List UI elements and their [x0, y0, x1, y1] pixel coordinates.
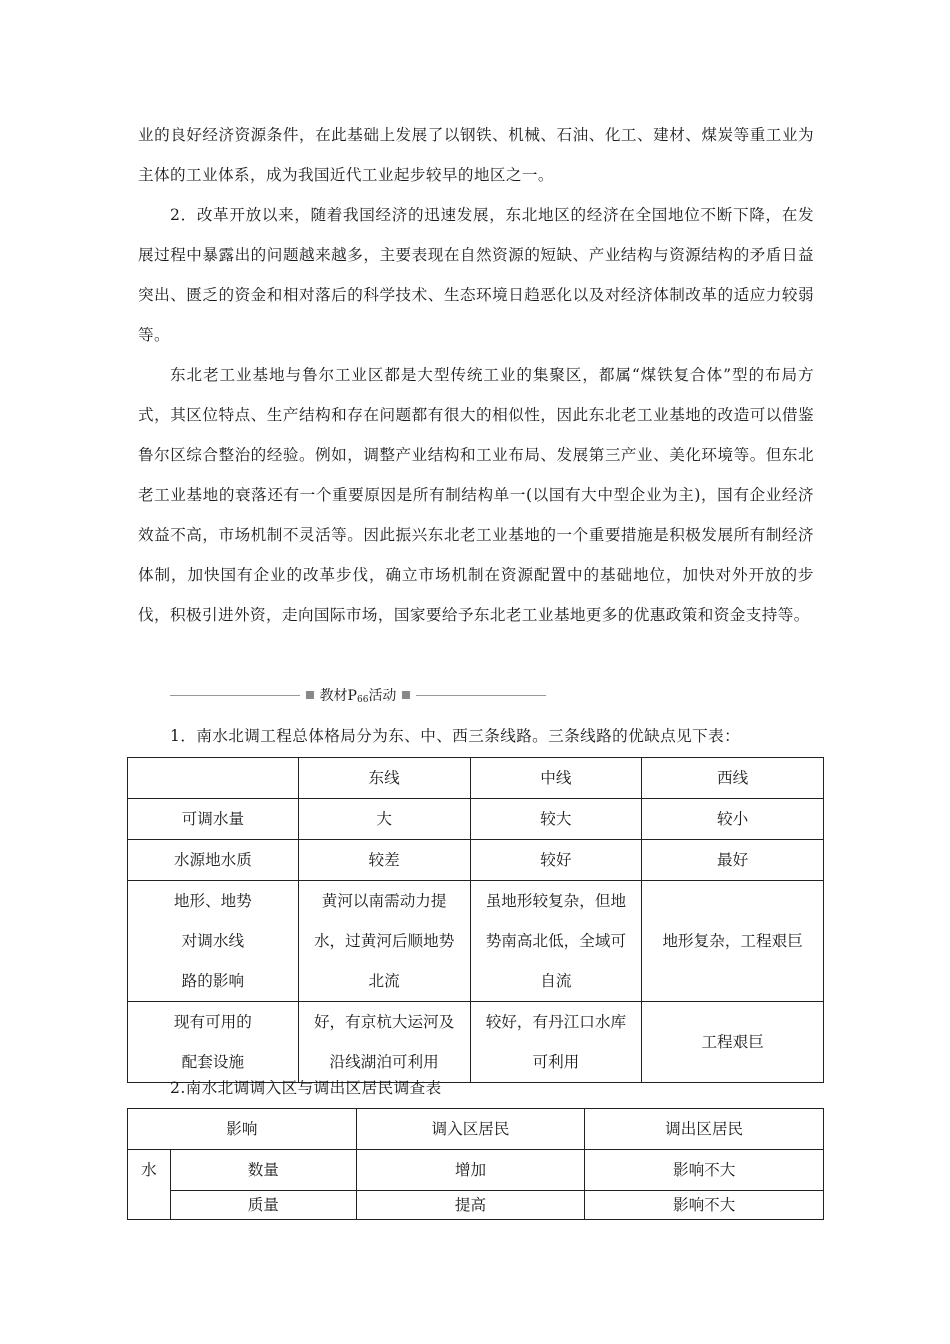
section-title: 教材$P_{66}$活动 — [319, 688, 397, 705]
square-bullet-icon — [402, 691, 410, 699]
row-label — [128, 881, 299, 1002]
table-cell: 黄河以南需动力提水，过黄河后顺地势北流 — [298, 881, 470, 1002]
table-header-cell: 东线 — [298, 758, 470, 799]
table-header-row — [128, 1109, 824, 1150]
table-cell: 虽地形较复杂，但地势南高北低，全域可自流 — [470, 881, 642, 1002]
table-row — [128, 1191, 824, 1220]
table-row — [128, 840, 824, 881]
route-comparison-table — [127, 757, 824, 1083]
table-row — [128, 1002, 824, 1083]
table-header-cell: 中线 — [470, 758, 642, 799]
heading-rule-right — [416, 695, 546, 696]
table-cell: 地形复杂，工程艰巨 — [642, 881, 824, 1002]
row-label-line: 配套设施 — [181, 1053, 245, 1071]
table-cell: 大 — [298, 799, 470, 840]
table-cell: 较大 — [470, 799, 642, 840]
table-row — [128, 799, 824, 840]
table1-intro: 1．南水北调工程总体格局分为东、中、西三条线路。三条线路的优缺点见下表： — [170, 727, 741, 745]
table-header-row — [128, 758, 824, 799]
table-header-cell — [128, 758, 299, 799]
row-label: 水源地水质 — [128, 840, 299, 881]
row-label-line: 现有可用的 — [173, 1013, 252, 1031]
paragraph-1: 业的良好经济资源条件，在此基础上发展了以钢铁、机械、石油、化工、建材、煤炭等重工业为主体的工业体系，成为我国近代工业起步较早的地区之一。 — [138, 126, 814, 184]
paragraph-2: 2．改革开放以来，随着我国经济的迅速发展，东北地区的经济在全国地位不断下降，在发展过程中暴露出的问题越来越多，主要表现在自然资源的短缺、产业结构与资源结构的矛盾日益突出、匮乏的资金和相对落后的科学技术、生态环境日趋恶化以及对经济体制改革的适应力较弱等。 — [138, 206, 814, 344]
resident-survey-table — [127, 1108, 824, 1220]
table-cell: 较好 — [470, 840, 642, 881]
table-cell: 较差 — [298, 840, 470, 881]
row-label-line: 路的影响 — [181, 972, 245, 990]
table-cell: 较小 — [642, 799, 824, 840]
paragraph-3: 东北老工业基地与鲁尔工业区都是大型传统工业的集聚区，都属“煤铁复合体”型的布局方式，其区位特点、生产结构和存在问题都有很大的相似性，因此东北老工业基地的改造可以借鉴鲁尔区综合整治的经验。例如，调整产业结构和工业布局、发展第三产业、美化环境等。但东北老工业基地的衰落还有一个重要原因是所有制结构单一(以国有大中型企业为主)，国有企业经济效益不高，市场机制不灵活等。因此振兴东北老工业基地的一个重要措施是积极发展所有制经济体制，加快国有企业的改革步伐，确立市场机制在资源配置中的基础地位，加快对外开放的步伐，积极引进外资，走向国际市场，国家要给予东北老工业基地更多的优惠政策和资金支持等。 — [138, 366, 814, 624]
table-header-cell: 影响 — [128, 1109, 357, 1150]
heading-rule-left — [170, 695, 300, 696]
table-header-cell: 西线 — [642, 758, 824, 799]
table-cell: 较好，有丹江口水库可利用 — [470, 1002, 642, 1083]
row-label-line: 地形、地势 — [173, 892, 252, 910]
table-cell: 提高 — [356, 1191, 585, 1220]
table-row — [128, 881, 824, 1002]
table-cell: 影响不大 — [585, 1191, 824, 1220]
row-label: 可调水量 — [128, 799, 299, 840]
square-bullet-icon — [306, 691, 314, 699]
row-label-line: 对调水线 — [181, 932, 245, 950]
table2-intro: 2.南水北调调入区与调出区居民调查表 — [170, 1079, 442, 1097]
row-label — [128, 1002, 299, 1083]
table-header-cell: 调入区居民 — [356, 1109, 585, 1150]
table-cell: 好，有京杭大运河及沿线湖泊可利用 — [298, 1002, 470, 1083]
table-header-cell: 调出区居民 — [585, 1109, 824, 1150]
table-cell: 最好 — [642, 840, 824, 881]
group-label: 水 — [128, 1150, 171, 1220]
table-cell: 影响不大 — [585, 1150, 824, 1191]
row-label: 质量 — [170, 1191, 356, 1220]
table-cell: 工程艰巨 — [642, 1002, 824, 1083]
table-row — [128, 1150, 824, 1191]
section-heading — [170, 683, 546, 707]
table-cell: 增加 — [356, 1150, 585, 1191]
row-label: 数量 — [170, 1150, 356, 1191]
